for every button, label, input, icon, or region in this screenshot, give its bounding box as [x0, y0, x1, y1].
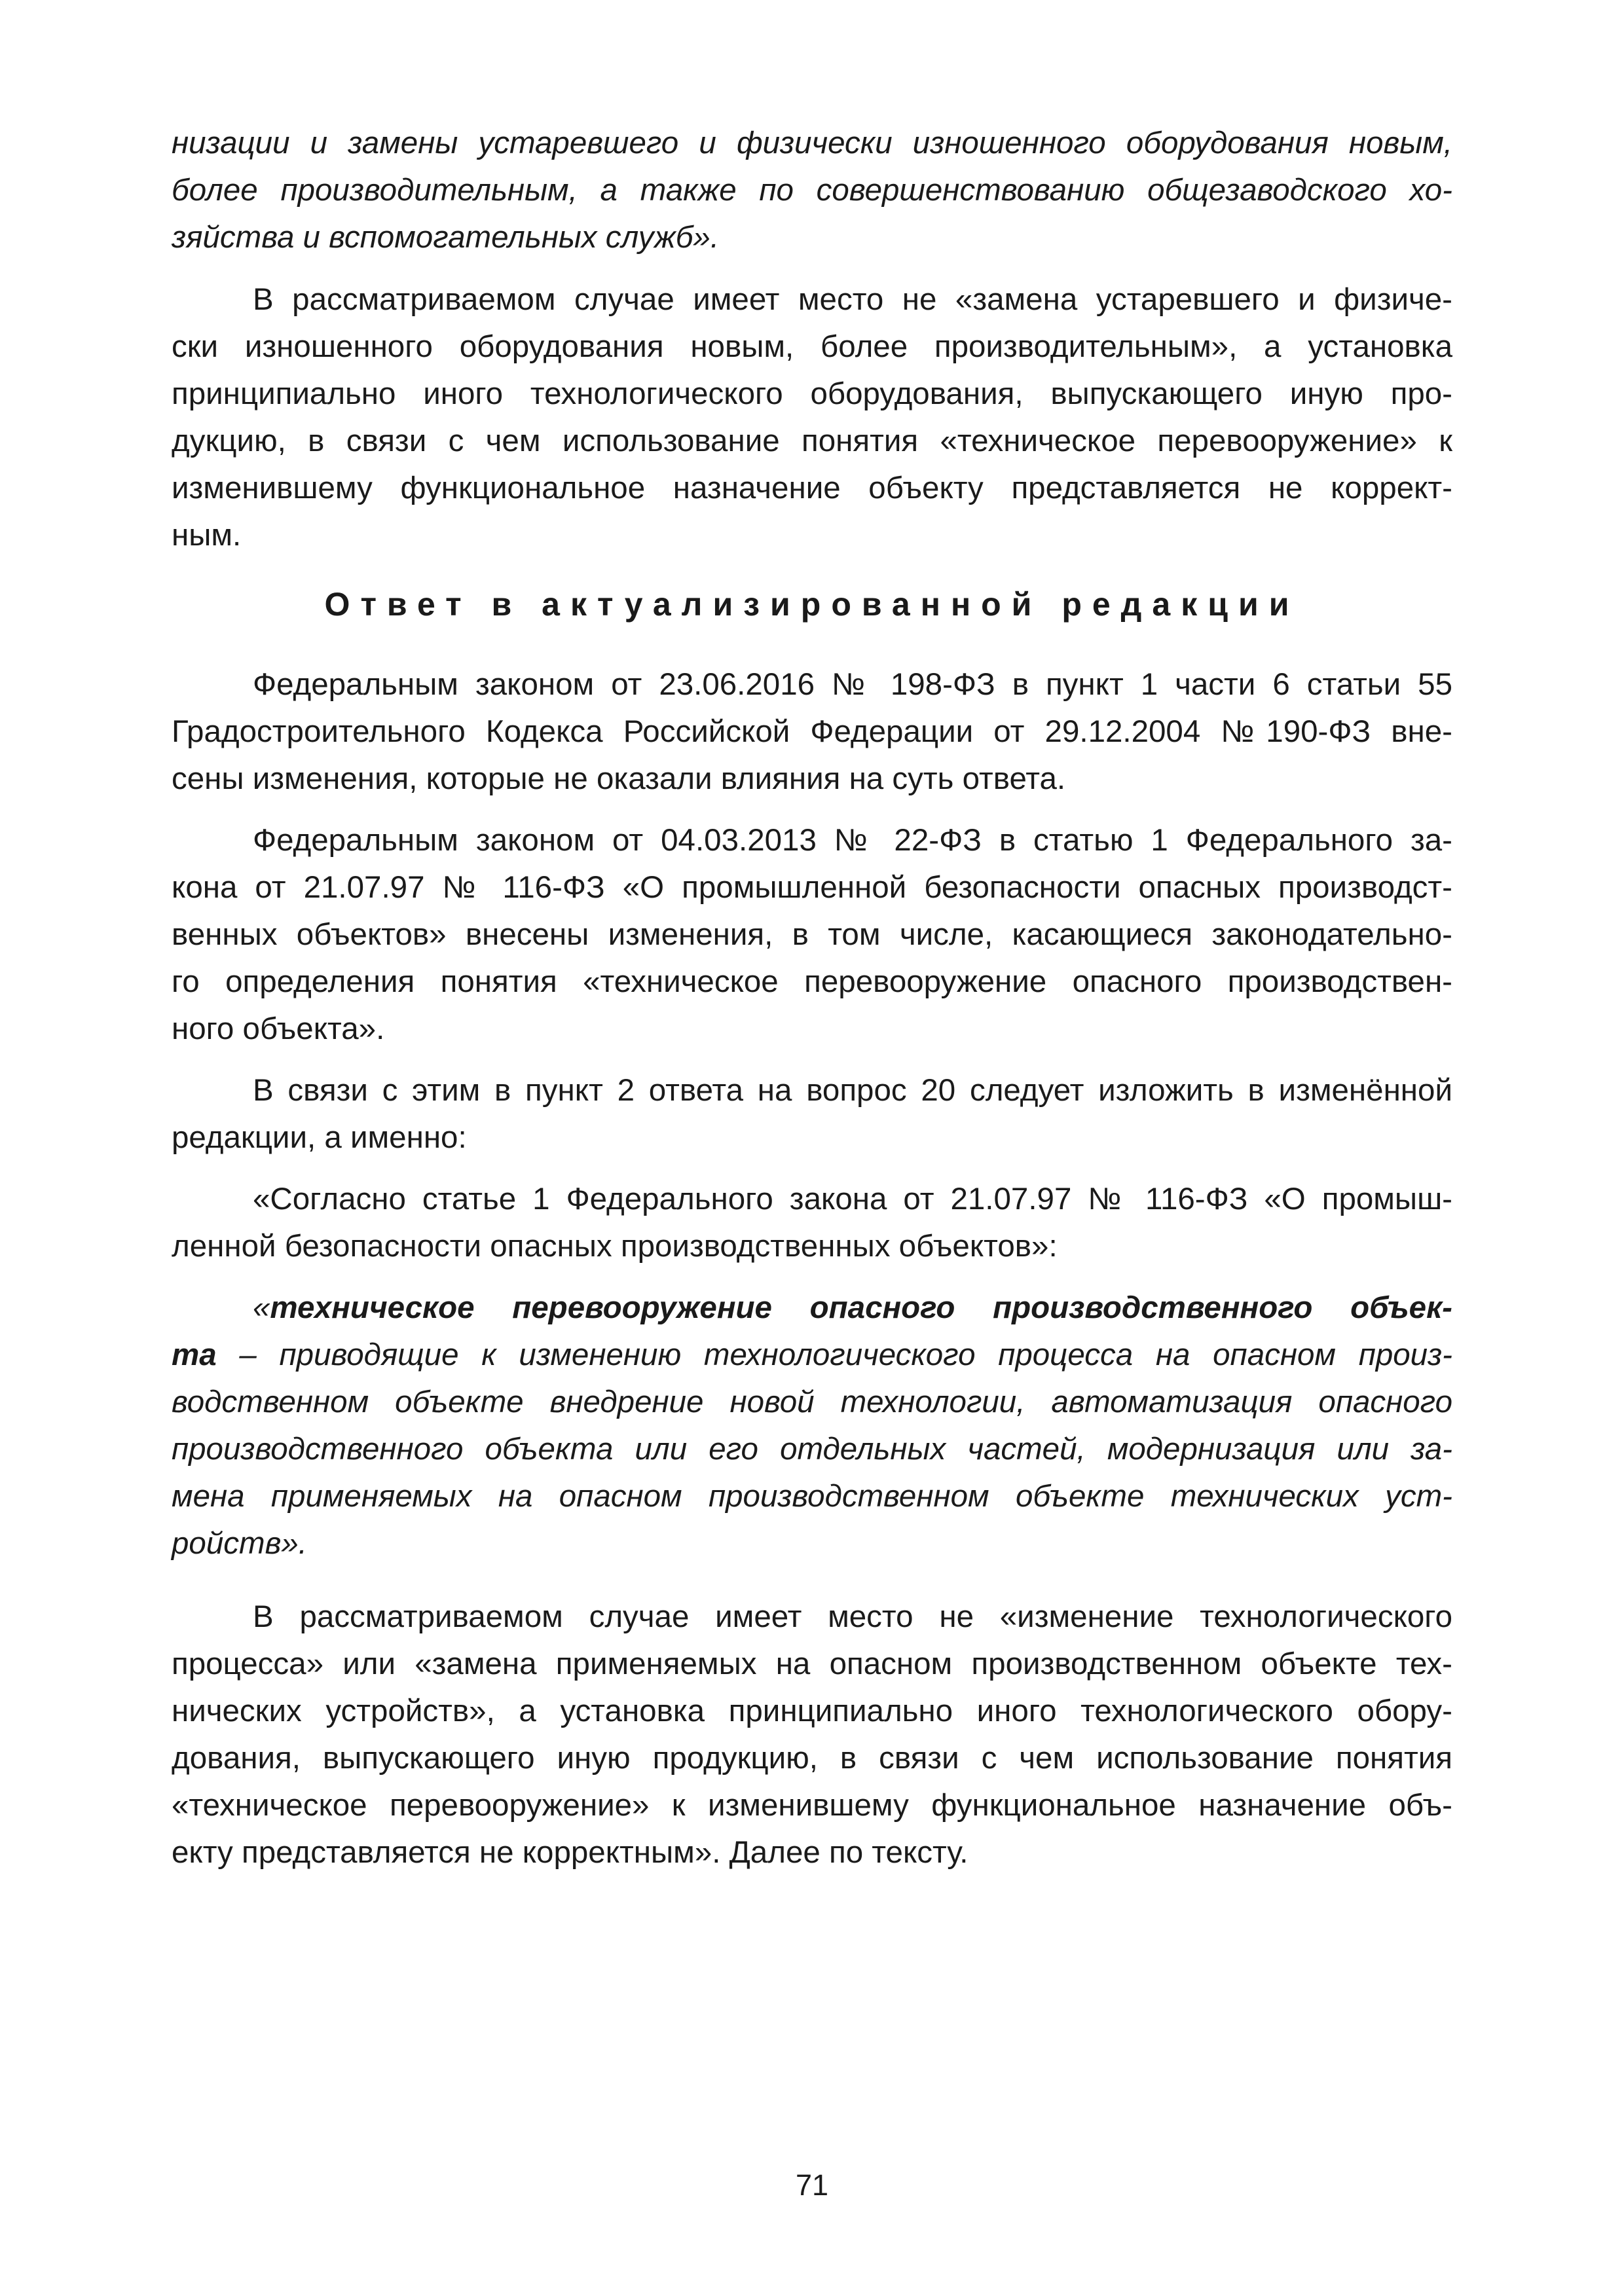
definition-line	[253, 1286, 1452, 1330]
definition-line: водственном объекте внедрение новой технологии, автоматизация опасного	[172, 1385, 1452, 1419]
open-quote: «	[253, 1290, 270, 1325]
definition-line: мена применяемых на опасном производственном объекте технических уст-	[172, 1479, 1452, 1514]
paragraph-line: В рассматриваемом случае имеет место не «изменение технологического	[253, 1599, 1452, 1634]
paragraph-line: дования, выпускающего иную продукцию, в связи с чем использование понятия	[172, 1741, 1452, 1776]
intro-line: более производительным, а также по совершенствованию общезаводского хо-	[172, 173, 1452, 208]
page-number: 71	[795, 2168, 829, 2202]
paragraph-line: В рассматриваемом случае имеет место не «замена устаревшего и физиче-	[253, 282, 1452, 317]
paragraph-line: Федеральным законом от 04.03.2013 № 22-ФЗ в статью 1 Федерального за-	[253, 823, 1452, 858]
definition-line: производственного объекта или его отдельных частей, модернизация или за-	[172, 1432, 1452, 1467]
paragraph-line: Федеральным законом от 23.06.2016 № 198-ФЗ в пункт 1 части 6 статьи 55	[253, 667, 1452, 702]
paragraph-line: венных объектов» внесены изменения, в том числе, касающиеся законодательно-	[172, 917, 1452, 952]
paragraph-line: дукцию, в связи с чем использование понятия «техническое перевооружение» к	[172, 424, 1452, 458]
defined-term-end: та	[172, 1338, 217, 1372]
paragraph-line: ным.	[172, 518, 242, 553]
paragraph-line: кона от 21.07.97 № 116-ФЗ «О промышленной безопасности опасных производст-	[172, 870, 1452, 905]
paragraph-line: Градостроительного Кодекса Российской Федерации от 29.12.2004 №190-ФЗ вне-	[172, 714, 1452, 749]
intro-line: низации и замены устаревшего и физически изношенного оборудования новым,	[172, 126, 1452, 160]
paragraph-line: екту представляется не корректным». Далее по тексту.	[172, 1835, 969, 1870]
paragraph-line: редакции, а именно:	[172, 1120, 467, 1155]
defined-term: техническое перевооружение опасного производственного объек-	[270, 1290, 1452, 1325]
paragraph-line: «Согласно статье 1 Федерального закона от 21.07.97 № 116-ФЗ «О промыш-	[253, 1182, 1452, 1216]
paragraph-line: принципиально иного технологического оборудования, выпускающего иную про-	[172, 376, 1452, 411]
paragraph-line: нических устройств», а установка принципиально иного технологического обору-	[172, 1694, 1452, 1728]
paragraph-line: «техническое перевооружение» к изменившему функциональное назначение объ-	[172, 1788, 1452, 1823]
paragraph-line: изменившему функциональное назначение объекту представляется не коррект-	[172, 471, 1452, 505]
paragraph-line: В связи с этим в пункт 2 ответа на вопрос 20 следует изложить в изменённой	[253, 1073, 1452, 1108]
definition-line	[172, 1334, 1452, 1377]
definition-text: – приводящие к изменению технологического процесса на опасном произ-	[216, 1338, 1452, 1372]
intro-line: зяйства и вспомогательных служб».	[172, 220, 720, 255]
paragraph-line: сены изменения, которые не оказали влияния на суть ответа.	[172, 761, 1066, 796]
paragraph-line: процесса» или «замена применяемых на опасном производственном объекте тех-	[172, 1647, 1452, 1681]
paragraph-line: ленной безопасности опасных производственных объектов»:	[172, 1229, 1058, 1264]
paragraph-line: го определения понятия «техническое перевооружение опасного производствен-	[172, 964, 1452, 999]
section-heading: Ответ в актуализированной редакции	[324, 586, 1300, 623]
paragraph-line: ски изношенного оборудования новым, более производительным», а установка	[172, 329, 1452, 364]
paragraph-line: ного объекта».	[172, 1011, 385, 1046]
definition-line: ройств».	[172, 1526, 307, 1561]
